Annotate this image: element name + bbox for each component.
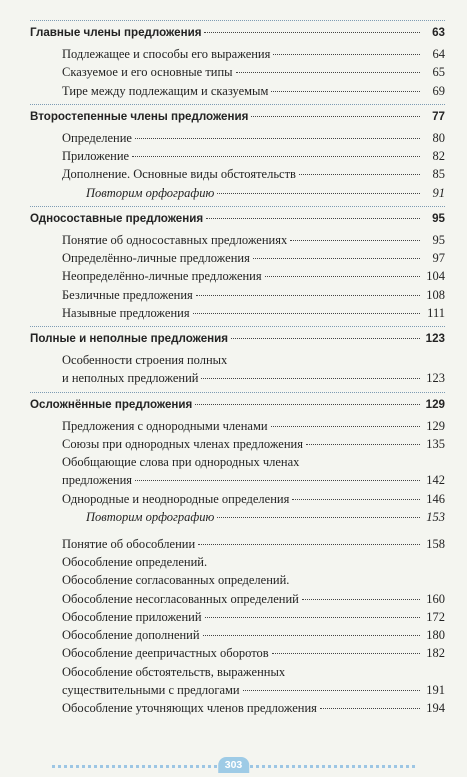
entry-page: 160 [426, 591, 445, 606]
dot-leader [272, 653, 420, 654]
toc-section [30, 206, 445, 322]
dot-leader [251, 116, 420, 117]
toc-entry[interactable] [30, 435, 445, 453]
dot-leader [135, 480, 420, 481]
dot-leader [236, 72, 420, 73]
toc-entry[interactable] [30, 699, 445, 717]
dot-leader [231, 338, 420, 339]
toc-entry[interactable] [30, 626, 445, 644]
section-title: Осложнённые предложения [30, 397, 193, 411]
entry-page: 69 [432, 83, 445, 98]
dot-leader [203, 635, 420, 636]
section-heading[interactable] [30, 24, 445, 42]
toc-entry[interactable] [30, 63, 445, 81]
entry-title: Обособление приложений [62, 609, 202, 624]
dot-leader [273, 54, 420, 55]
dot-leader [206, 218, 420, 219]
entry-title: Обособление обстоятельств, выраженных [62, 664, 286, 679]
entry-page: 82 [432, 149, 445, 164]
entry-page: 111 [427, 305, 445, 320]
toc-entry[interactable] [30, 267, 445, 285]
entry-title: Безличные предложения [62, 287, 193, 302]
toc-entry[interactable] [30, 165, 445, 183]
entry-title: Союзы при однородных членах предложения [62, 437, 303, 452]
section-page: 95 [432, 211, 445, 225]
toc-entry[interactable] [30, 82, 445, 100]
toc-entry[interactable] [30, 369, 445, 387]
toc-entry[interactable] [30, 490, 445, 508]
toc-entry[interactable] [30, 453, 445, 471]
toc-entry[interactable] [30, 286, 445, 304]
dot-leader [201, 378, 420, 379]
toc-entry[interactable] [30, 471, 445, 489]
dot-leader [135, 138, 420, 139]
dot-leader [271, 426, 420, 427]
entry-title: Повторим орфографию [86, 509, 215, 524]
toc-section [30, 392, 445, 717]
entry-title: Обособление согласованных определений. [62, 573, 290, 588]
toc-entry[interactable] [30, 147, 445, 165]
entry-page: 95 [432, 233, 445, 248]
section-title: Односоставные предложения [30, 211, 204, 225]
entry-page: 146 [426, 491, 445, 506]
dot-leader [243, 690, 420, 691]
entry-title: Обособление уточняющих членов предложения [62, 700, 317, 715]
entry-page: 194 [426, 700, 445, 715]
entry-title: Приложение [62, 149, 130, 164]
toc-entry[interactable] [30, 535, 445, 553]
page-number: 303 [218, 757, 250, 773]
dot-leader [217, 193, 420, 194]
section-title: Второстепенные члены предложения [30, 109, 249, 123]
entry-title: Подлежащее и способы его выражения [62, 47, 271, 62]
section-heading[interactable] [30, 330, 445, 348]
entry-title: Особенности строения полных [62, 353, 228, 368]
entry-page: 135 [426, 437, 445, 452]
section-page: 129 [425, 397, 445, 411]
dot-leader [132, 156, 420, 157]
entry-title: Неопределённо-личные предложения [62, 269, 262, 284]
entry-page: 108 [426, 287, 445, 302]
dot-leader [204, 32, 420, 33]
toc-section [30, 20, 445, 100]
section-title: Полные и неполные предложения [30, 332, 229, 346]
toc-entry-repeat[interactable] [30, 508, 445, 526]
entry-title: существительными с предлогами [62, 682, 240, 697]
dot-leader [198, 544, 420, 545]
entry-page: 123 [426, 371, 445, 386]
entry-page: 191 [426, 682, 445, 697]
dot-leader [271, 91, 420, 92]
entry-title: Определение [62, 131, 132, 146]
entry-title: Сказуемое и его основные типы [62, 65, 233, 80]
entry-page: 182 [426, 646, 445, 661]
entry-title: Назывные предложения [62, 305, 190, 320]
entry-title: Понятие об обособлении [62, 537, 196, 552]
entry-title: Определённо-личные предложения [62, 251, 250, 266]
entry-title: Обособление деепричастных оборотов [62, 646, 269, 661]
toc-entry[interactable] [30, 45, 445, 63]
toc-entry[interactable] [30, 571, 445, 589]
toc-entry-repeat[interactable] [30, 184, 445, 202]
entry-page: 172 [426, 609, 445, 624]
toc-section [30, 104, 445, 202]
entry-title: Предложения с однородными членами [62, 418, 268, 433]
dot-leader [320, 708, 420, 709]
toc-section [30, 326, 445, 388]
page-footer [0, 757, 467, 773]
entry-page: 91 [432, 185, 445, 200]
entry-title: Обособление определений. [62, 555, 208, 570]
entry-page: 85 [432, 167, 445, 182]
toc-entry[interactable] [30, 681, 445, 699]
dot-leader [292, 499, 420, 500]
dot-leader [193, 313, 420, 314]
dot-leader [302, 599, 420, 600]
dot-leader [196, 295, 420, 296]
dot-leader [299, 174, 420, 175]
toc-entry[interactable] [30, 129, 445, 147]
entry-title: Однородные и неоднородные определения [62, 491, 290, 506]
section-heading[interactable] [30, 396, 445, 414]
entry-title: Дополнение. Основные виды обстоятельств [62, 167, 296, 182]
entry-page: 80 [432, 131, 445, 146]
table-of-contents [30, 20, 445, 717]
section-page: 63 [432, 26, 445, 39]
toc-entry[interactable] [30, 351, 445, 369]
section-page: 77 [432, 109, 445, 123]
entry-title: Обобщающие слова при однородных членах [62, 455, 300, 470]
entry-title: Тире между подлежащим и сказуемым [62, 83, 269, 98]
dot-leader [205, 617, 420, 618]
toc-entry[interactable] [30, 249, 445, 267]
toc-entry[interactable] [30, 663, 445, 681]
toc-entry[interactable] [30, 644, 445, 662]
entry-page: 158 [426, 537, 445, 552]
entry-page: 180 [426, 628, 445, 643]
toc-entry[interactable] [30, 304, 445, 322]
entry-page: 65 [432, 65, 445, 80]
entry-title: и неполных предложений [62, 371, 199, 386]
entry-page: 64 [432, 47, 445, 62]
toc-entry[interactable] [30, 231, 445, 249]
entry-page: 97 [432, 251, 445, 266]
dot-leader [253, 258, 420, 259]
dot-leader [265, 276, 420, 277]
dot-leader [195, 404, 420, 405]
section-heading[interactable] [30, 210, 445, 228]
entry-title: предложения [62, 473, 133, 488]
dot-leader [306, 444, 420, 445]
entry-page: 104 [426, 269, 445, 284]
entry-title: Обособление дополнений [62, 628, 200, 643]
toc-entry[interactable] [30, 553, 445, 571]
entry-page: 129 [426, 418, 445, 433]
toc-entry[interactable] [30, 417, 445, 435]
entry-page: 142 [426, 473, 445, 488]
section-heading[interactable] [30, 108, 445, 126]
entry-title: Понятие об односоставных предложениях [62, 233, 288, 248]
toc-entry[interactable] [30, 590, 445, 608]
toc-entry[interactable] [30, 608, 445, 626]
section-title: Главные члены предложения [30, 26, 202, 39]
entry-title: Обособление несогласованных определений [62, 591, 299, 606]
entry-page: 153 [426, 509, 445, 524]
section-page: 123 [425, 332, 445, 346]
dot-leader [290, 240, 420, 241]
dot-leader [217, 517, 420, 518]
entry-title: Повторим орфографию [86, 185, 215, 200]
